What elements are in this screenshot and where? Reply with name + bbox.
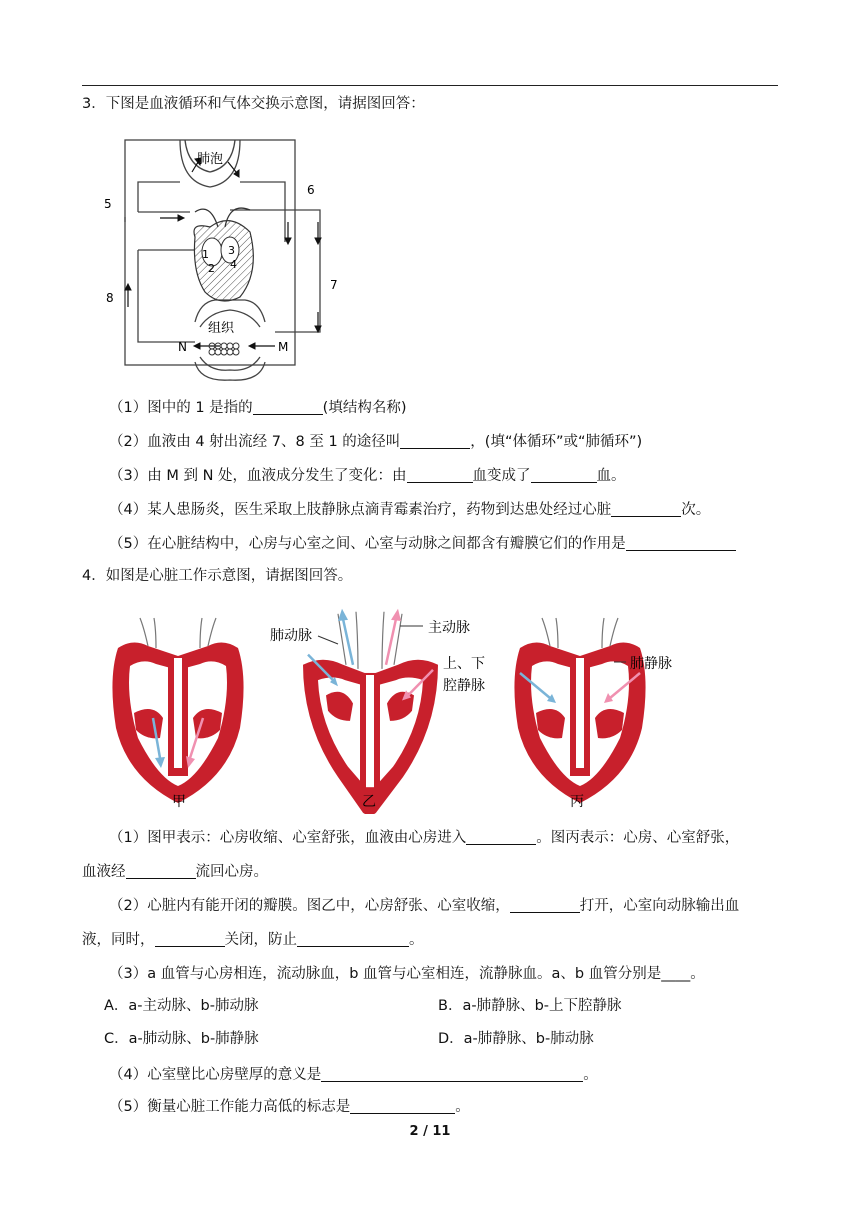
label-m: M [278,340,289,354]
label-8: 8 [106,291,114,305]
vena-cava-label-2: 腔静脉 [443,678,485,694]
q3-sub1: （1）图中的 1 是指的 (填结构名称) [109,400,407,416]
q3-sub5: （5）在心脏结构中，心房与心室之间、心室与动脉之间都含有瓣膜它们的作用是 [109,534,736,554]
label-6: 6 [307,183,315,197]
heart-figure [98,604,698,814]
q3-sub3: （3）由 M 到 N 处，血液成分发生了变化：由 血变成了 血。 [109,468,626,484]
option-d[interactable]: D．a-肺静脉、b-肺动脉 [438,1031,594,1047]
caption-jia: 甲 [172,794,186,810]
circulation-diagram [100,132,350,382]
answer-blank[interactable] [155,932,225,947]
answer-blank[interactable] [321,1067,583,1082]
caption-yi: 乙 [362,794,376,810]
option-a[interactable]: A．a-主动脉、b-肺动脉 [104,998,259,1014]
q4-sub2-line2: 液，同时， 关闭，防止 。 [82,932,424,948]
q4-sub4: （4）心室壁比心房壁厚的意义是 。 [109,1067,598,1083]
q3-stem: 3．下图是血液循环和气体交换示意图，请据图回答： [82,96,425,112]
label-4: 4 [230,258,237,271]
label-2: 2 [208,262,215,275]
q3-sub2: （2）血液由 4 射出流经 7、8 至 1 的途径叫 ，(填“体循环”或“肺循环”) [109,434,643,450]
tissue-label: 组织 [208,321,235,336]
label-3: 3 [228,244,235,257]
answer-blank[interactable] [407,468,473,483]
option-b[interactable]: B．a-肺静脉、b-上下腔静脉 [438,998,622,1014]
q4-sub3: （3）a 血管与心房相连，流动脉血，b 血管与心室相连，流静脉血。a、b 血管分别是____。 [109,966,705,982]
q4-sub2-line1: （2）心脏内有能开闭的瓣膜。图乙中，心房舒张、心室收缩， 打开，心室向动脉输出血 [109,898,740,914]
header-rule [82,85,778,86]
answer-blank[interactable] [400,434,470,449]
answer-blank[interactable] [466,830,536,845]
lung-label: 肺泡 [197,152,224,167]
q4-sub1-line1: （1）图甲表示：心房收缩、心室舒张，血液由心房进入 。图丙表示：心房、心室舒张， [109,830,740,846]
q4-sub1-line2: 血液经 流回心房。 [82,864,268,880]
q4-stem: 4．如图是心脏工作示意图，请据图回答。 [82,568,353,584]
aorta-label: 主动脉 [428,620,470,636]
answer-blank[interactable] [611,502,681,517]
label-n: N [178,340,187,354]
option-c[interactable]: C．a-肺动脉、b-肺静脉 [104,1031,259,1047]
label-1: 1 [202,248,209,261]
vena-cava-label-1: 上、下 [443,656,485,672]
pulmonary-artery-label: 肺动脉 [270,628,312,644]
answer-blank[interactable] [531,468,597,483]
q3-sub4: （4）某人患肠炎，医生采取上肢静脉点滴青霉素治疗，药物到达患处经过心脏 次。 [109,502,711,518]
answer-blank[interactable] [253,400,323,415]
answer-blank[interactable] [126,864,196,879]
answer-blank[interactable] [626,536,736,551]
q4-sub5: （5）衡量心脏工作能力高低的标志是 。 [109,1099,470,1115]
answer-blank[interactable] [510,898,580,913]
label-7: 7 [330,278,338,292]
answer-blank[interactable] [297,932,409,947]
page-number: 2 / 11 [409,1124,451,1139]
answer-blank[interactable] [350,1099,455,1114]
pulmonary-vein-label: 肺静脉 [630,656,672,672]
label-5: 5 [104,197,112,211]
caption-bing: 丙 [570,794,584,810]
